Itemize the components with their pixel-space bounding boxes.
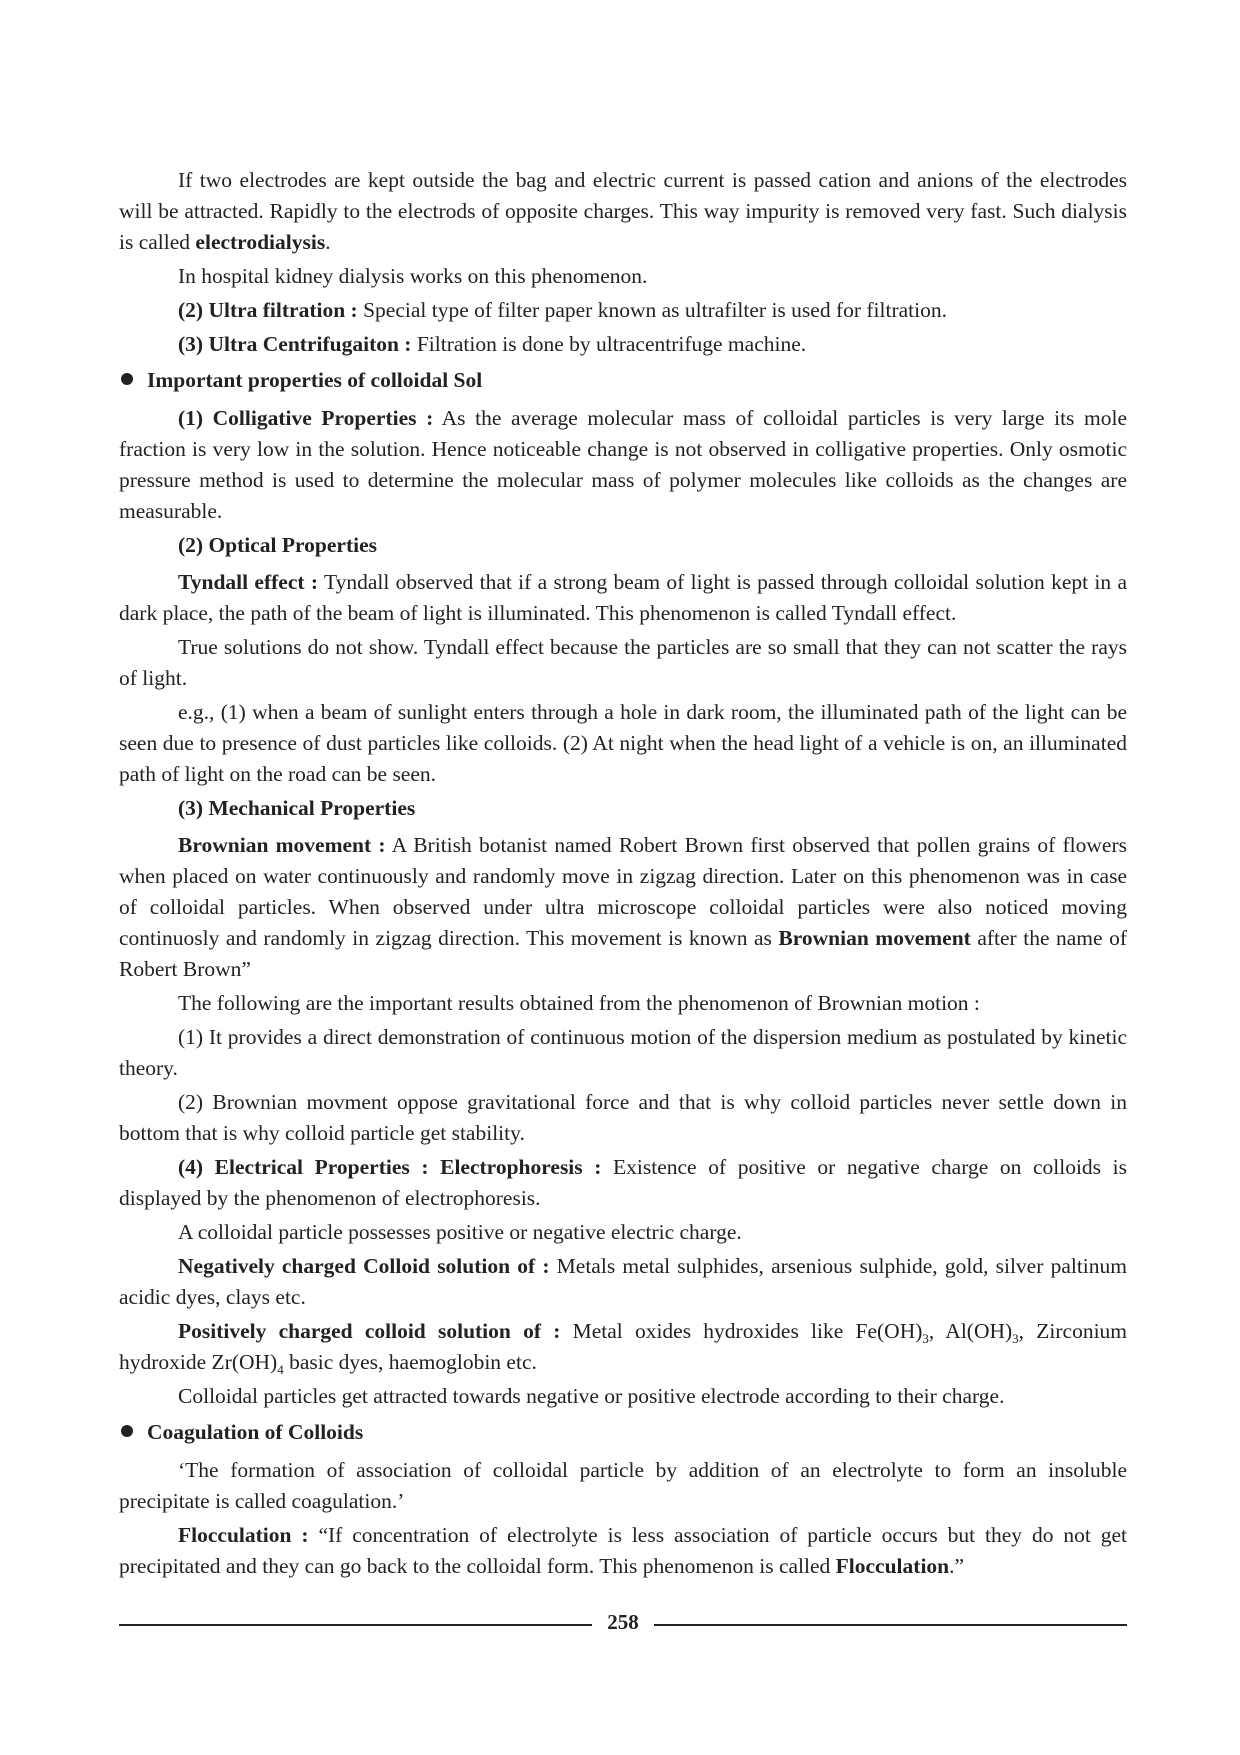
paragraph-true-solutions: True solutions do not show. Tyndall effect because the particles are so small that they can not scatter the rays of light. bbox=[119, 635, 1127, 690]
bullet-icon bbox=[121, 1425, 133, 1437]
paragraph-coagulation-definition: ‘The formation of association of colloidal particle by addition of an electrolyte to form an insoluble precipitate is called coagulation.’ bbox=[119, 1458, 1127, 1513]
paragraph-brownian-movement: Brownian movement : A British botanist named Robert Brown first observed that pollen grains of flowers when placed on water continuously and randomly move in zigzag direction. Later on this phenomenon was in case of colloidal particles. When observed under ultra microscope colloidal particles were also noticed moving continuosly and randomly in zigzag direction. This movement is known as Brownian movement after the name of Robert Brown” bbox=[119, 833, 1127, 981]
paragraph-result-2: (2) Brownian movment oppose gravitational force and that is why colloid particles never settle down in bottom that is why colloid particle get stability. bbox=[119, 1090, 1127, 1145]
footer-rule-right bbox=[654, 1624, 1127, 1626]
paragraph-ultra-centrifugation: (3) Ultra Centrifugaiton : Filtration is done by ultracentrifuge machine. bbox=[178, 332, 807, 356]
paragraph-ultra-filtration: (2) Ultra filtration : Special type of filter paper known as ultrafilter is used for filtration. bbox=[178, 298, 947, 322]
paragraph-colligative-properties: (1) Colligative Properties : As the average molecular mass of colloidal particles is very large its mole fraction is very low in the solution. Hence noticeable change is not observed in colligative properties. Only osmotic pressure method is used to determine the molecular mass of polymer molecules like colloids as the changes are measurable. bbox=[119, 406, 1127, 523]
paragraph-result-1: (1) It provides a direct demonstration of continuous motion of the dispersion medium as postulated by kinetic theory. bbox=[119, 1025, 1127, 1080]
page-number: 258 bbox=[607, 1610, 639, 1634]
page-footer bbox=[119, 1610, 1127, 1640]
paragraph-attraction: Colloidal particles get attracted towards negative or positive electrode according to their charge. bbox=[178, 1384, 1005, 1408]
paragraph-electrodialysis: If two electrodes are kept outside the bag and electric current is passed cation and anions of the electrodes will be attracted. Rapidly to the electrods of opposite charges. This way impurity is removed very fast. Such dialysis is called electrodialysis. bbox=[119, 168, 1127, 254]
term-electrodialysis: electrodialysis bbox=[195, 230, 326, 254]
paragraph-electrophoresis: (4) Electrical Properties : Electrophoresis : Existence of positive or negative charge on colloids is displayed by the phenomenon of electrophoresis. bbox=[119, 1155, 1127, 1210]
paragraph-electric-charge: A colloidal particle possesses positive or negative electric charge. bbox=[178, 1220, 742, 1244]
page-content bbox=[119, 165, 1127, 1585]
paragraph-positive-colloids: Positively charged colloid solution of : Metal oxides hydroxides like $Fe(OH)_3$, $Al(OH)_3$, Zirconium hydroxide $Zr(OH)_4$ basic dyes, haemoglobin etc. bbox=[119, 1319, 1128, 1377]
heading-coagulation: Coagulation of Colloids bbox=[119, 1417, 1127, 1448]
heading-properties-colloidal-sol: Important properties of colloidal Sol bbox=[119, 365, 1127, 396]
paragraph-kidney-dialysis: In hospital kidney dialysis works on this phenomenon. bbox=[178, 264, 648, 288]
heading-optical-properties: (2) Optical Properties bbox=[178, 533, 378, 557]
paragraph-flocculation: Flocculation : “If concentration of electrolyte is less association of particle occurs but they do not get precipitated and they can go back to the colloidal form. This phenomenon is called Flocculation.” bbox=[119, 1523, 1128, 1578]
footer-rule-left bbox=[119, 1624, 592, 1626]
bullet-icon bbox=[121, 373, 133, 385]
paragraph-tyndall-effect: Tyndall effect : Tyndall observed that if a strong beam of light is passed through colloidal solution kept in a dark place, the path of the beam of light is illuminated. This phenomenon is called Tyndall effect. bbox=[119, 570, 1128, 625]
paragraph-tyndall-examples: e.g., (1) when a beam of sunlight enters through a hole in dark room, the illuminated path of the light can be seen due to presence of dust particles like colloids. (2) At night when the head light of a vehicle is on, an illuminated path of light on the road can be seen. bbox=[119, 700, 1127, 786]
paragraph-negative-colloids: Negatively charged Colloid solution of : Metals metal sulphides, arsenious sulphide, gold, silver paltinum acidic dyes, clays etc. bbox=[119, 1254, 1127, 1309]
paragraph-brownian-results: The following are the important results obtained from the phenomenon of Brownian motion : bbox=[178, 991, 980, 1015]
heading-mechanical-properties: (3) Mechanical Properties bbox=[178, 796, 416, 820]
